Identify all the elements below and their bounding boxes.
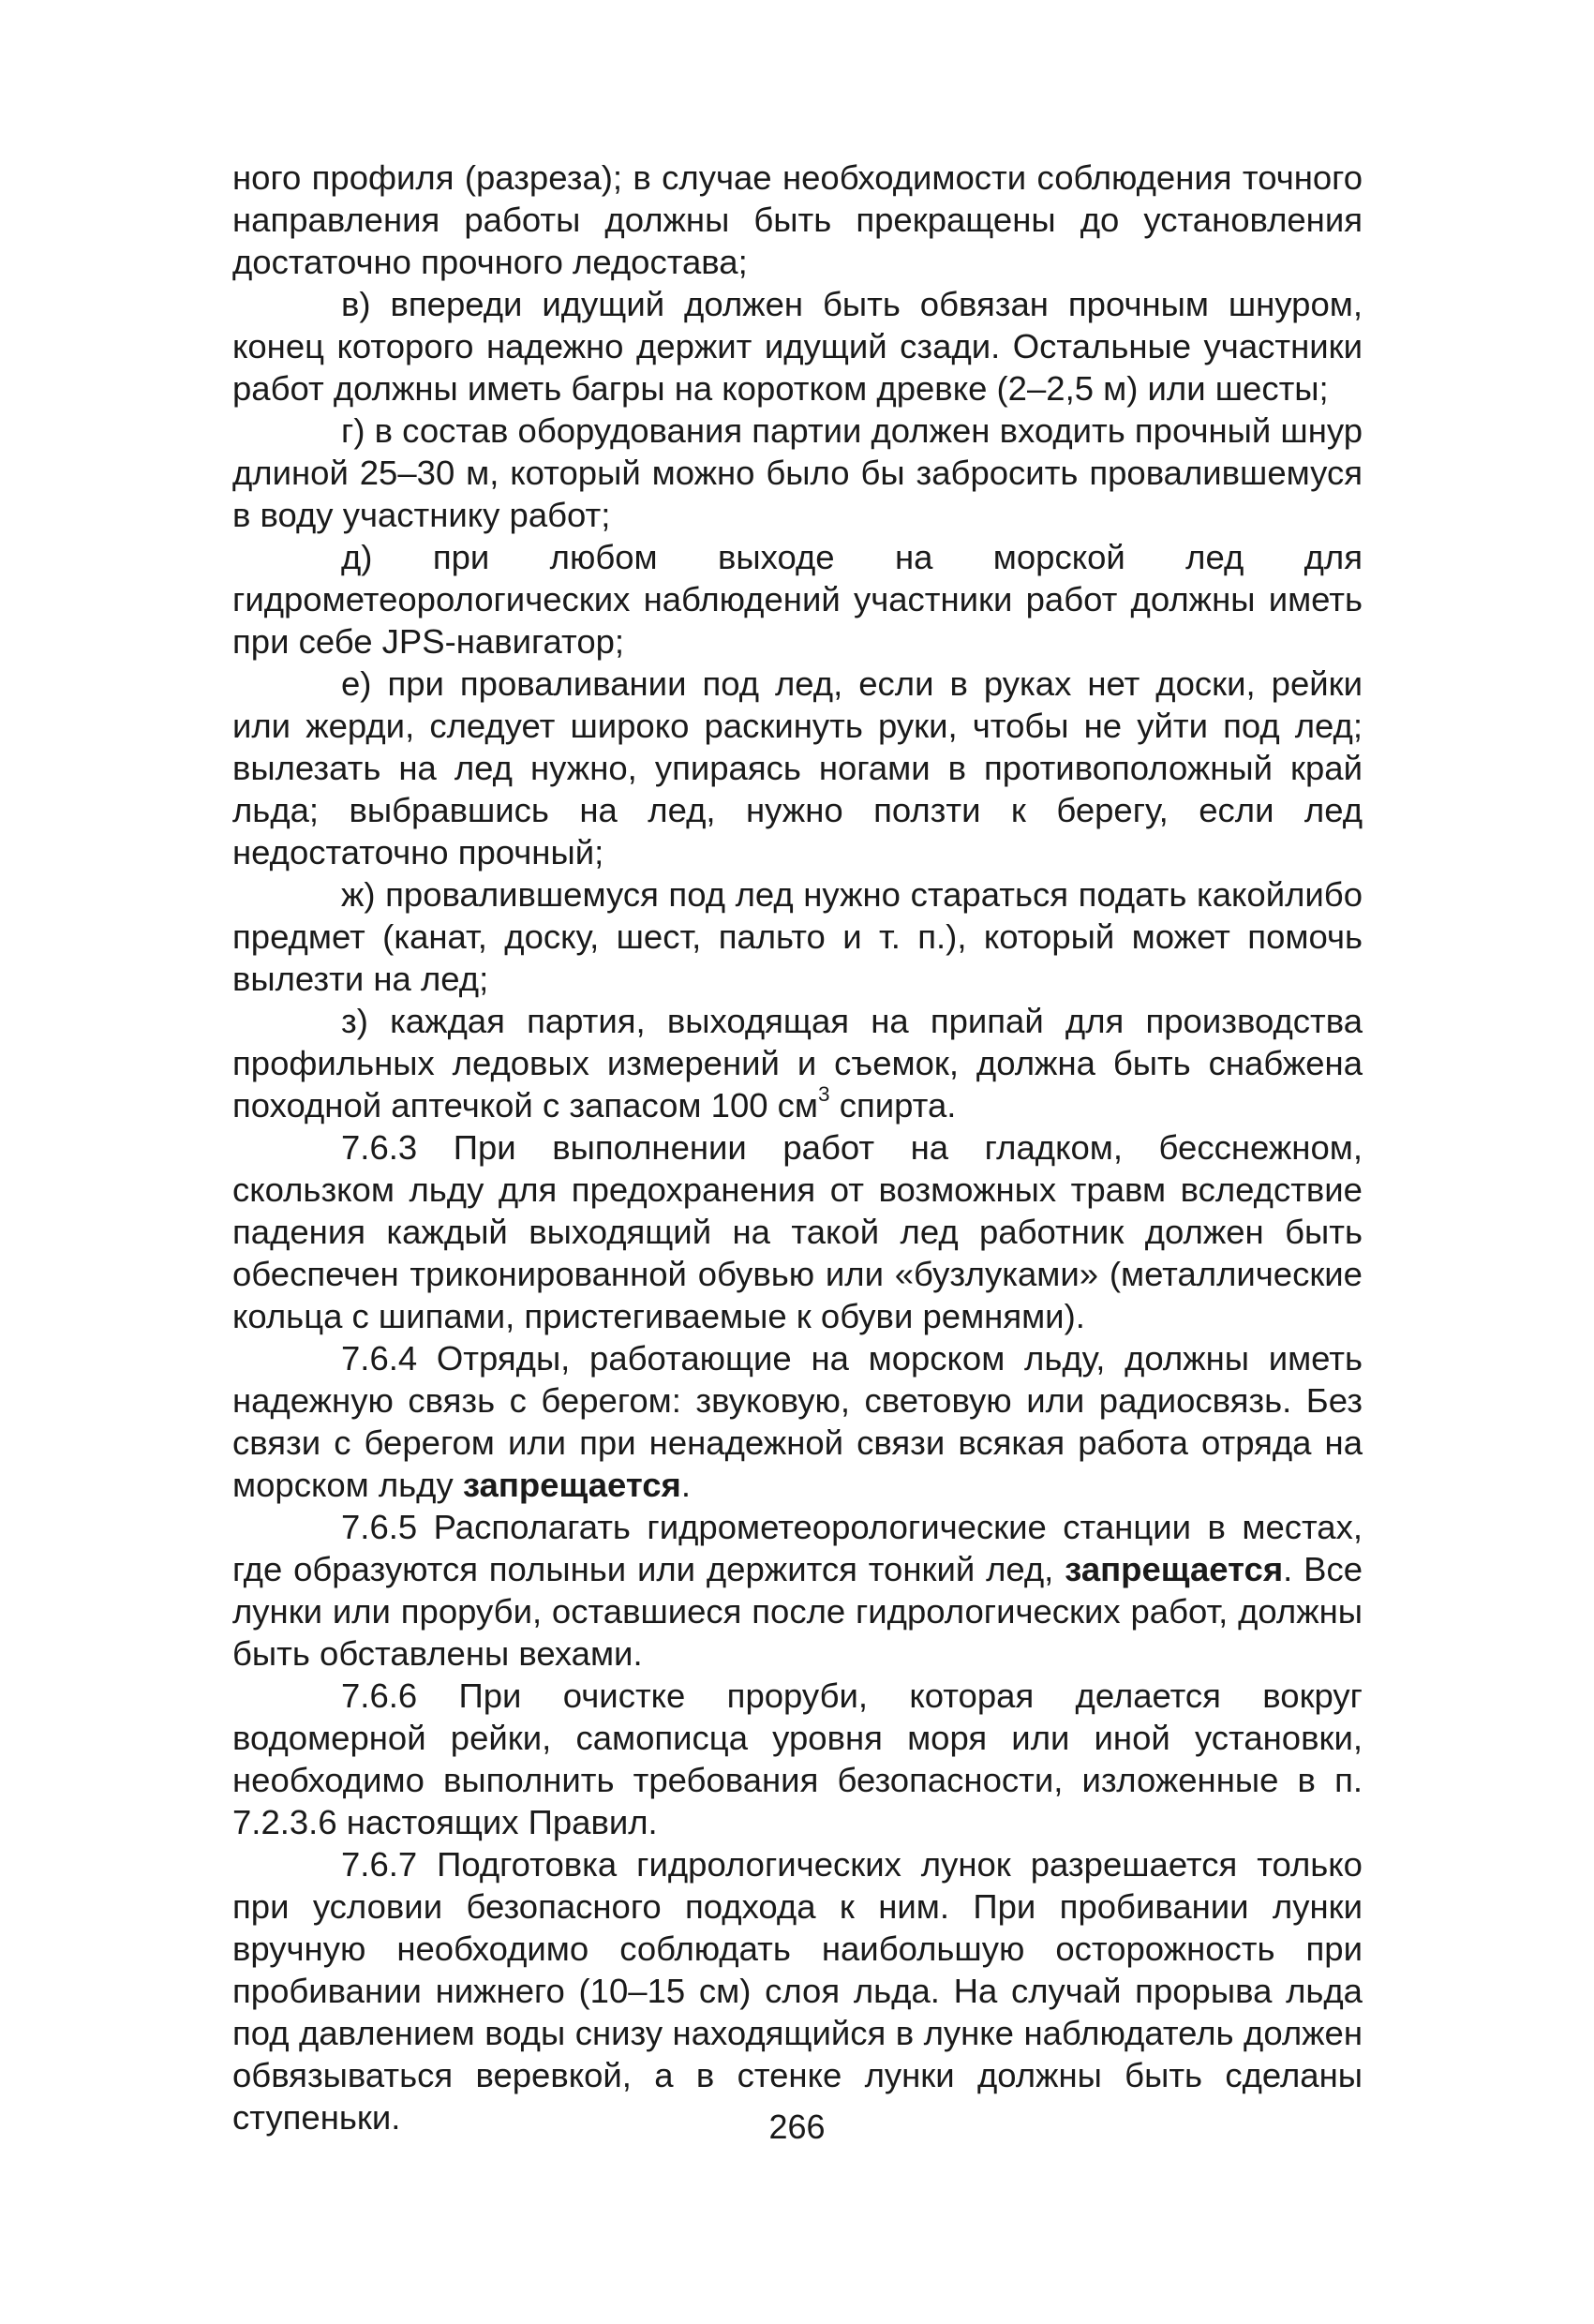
clause-7-6-5-text: 7.6.5 Располагать гидрометеорологические станции в местах, где образуются полыньи или держится тонкий лед,	[232, 1508, 1363, 1588]
prohibited-emphasis: запрещается	[1065, 1550, 1284, 1588]
clause-7-6-6: 7.6.6 При очистке проруби, которая делается вокруг водомерной рейки, самописца уровня моря или иной установки, необходимо выполнить требования безопасности, изложенные в п. 7.2.3.6 настоящих Правил.	[232, 1676, 1363, 1841]
list-item-g: г) в состав оборудования партии должен входить прочный шнур длиной 25–30 м, который можно было бы забросить провалившемуся в воду участнику работ;	[232, 411, 1363, 534]
list-item-d: д) при любом выходе на морской лед для гидрометеорологических наблюдений участники работ должны иметь при себе JPS-навигатор;	[232, 538, 1363, 661]
prohibited-emphasis: запрещается	[462, 1466, 681, 1504]
clause-7-6-7: 7.6.7 Подготовка гидрологических лунок разрешается только при условии безопасного подхода к ним. При пробивании лунки вручную необходимо соблюдать наибольшую осторожность при пробивании нижнего (10–15 см) слоя льда. На случай прорыва льда под давлением воды снизу находящийся в лунке наблюдатель должен обвязываться веревкой, а в стенке лунки должны быть сделаны ступеньки.	[232, 1845, 1363, 2137]
superscript-three: 3	[818, 1082, 830, 1107]
clause-7-6-5	[232, 1506, 1363, 1675]
list-item-z	[232, 1000, 1363, 1126]
body-text	[232, 156, 1363, 2138]
list-item-e: е) при проваливании под лед, если в руках нет доски, рейки или жерди, следует широко раскинуть руки, чтобы не уйти под лед; вылезать на лед нужно, упираясь ногами в противоположный край льда; выбравшись на лед, нужно ползти к берегу, если лед недостаточно прочный;	[232, 664, 1363, 872]
list-item-zh: ж) провалившемуся под лед нужно стараться подать какойлибо предмет (канат, доску, шест, пальто и т. п.), который может помочь вылезти на лед;	[232, 875, 1363, 998]
list-item-v: в) впереди идущий должен быть обвязан прочным шнуром, конец которого надежно держит идущий сзади. Остальные участники работ должны иметь багры на коротком древке (2–2,5 м) или шесты;	[232, 285, 1363, 408]
clause-7-6-4-text: 7.6.4 Отряды, работающие на морском льду, должны иметь надежную связь с берегом: звуковую, световую или радиосвязь. Без связи с берегом или при ненадежной связи всякая работа отряда на морском льду	[232, 1339, 1363, 1504]
clause-7-6-4	[232, 1337, 1363, 1506]
paragraph-continuation: ного профиля (разреза); в случае необходимости соблюдения точного направления работы должны быть прекращены до установления достаточно прочного ледостава;	[232, 158, 1363, 281]
clause-7-6-3: 7.6.3 При выполнении работ на гладком, бесснежном, скользком льду для предохранения от возможных травм вследствие падения каждый выходящий на такой лед работник должен быть обеспечен триконированной обувью или «бузлуками» (металлические кольца с шипами, пристегиваемые к обуви ремнями).	[232, 1128, 1363, 1335]
list-item-z-end: спирта.	[829, 1086, 957, 1125]
page-number: 266	[768, 2108, 826, 2146]
clause-7-6-4-end: .	[680, 1466, 691, 1504]
clause-7-6-5-end: . Все лунки или проруби, оставшиеся после гидрологических работ, должны быть обставлены вехами.	[232, 1550, 1363, 1673]
list-item-z-text: з) каждая партия, выходящая на припай для производства профильных ледовых измерений и съемок, должна быть снабжена походной аптечкой с запасом 100 см	[232, 1002, 1363, 1125]
